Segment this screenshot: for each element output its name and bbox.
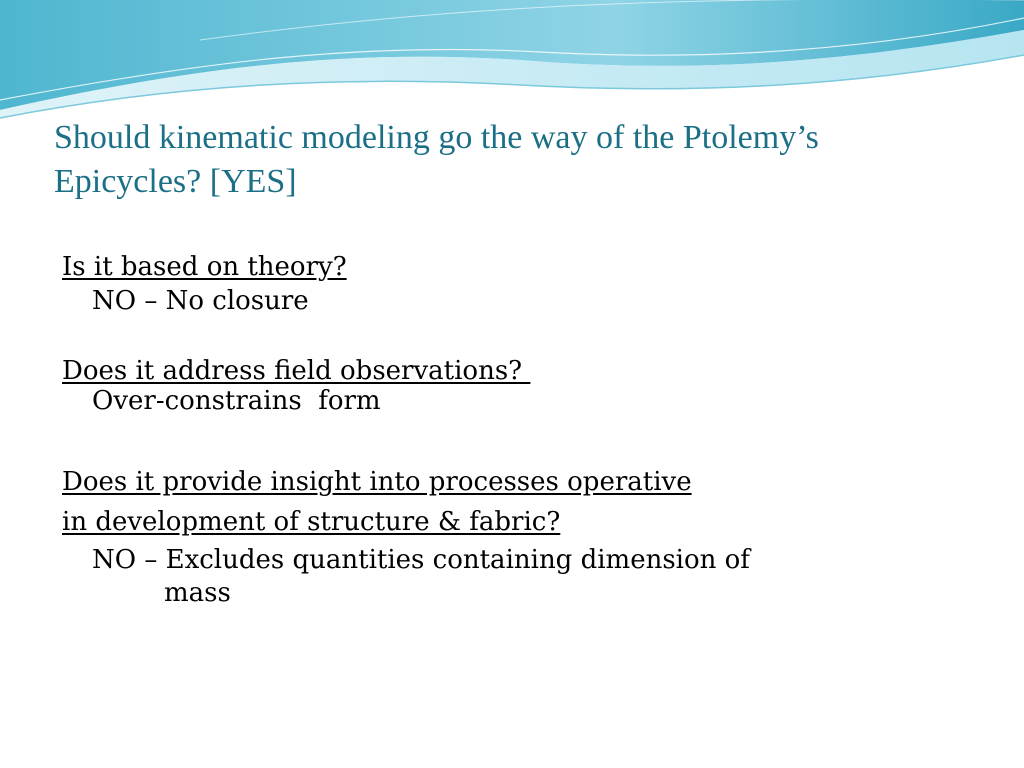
answer-theory: NO – No closure bbox=[92, 286, 309, 316]
slide-title bbox=[54, 116, 984, 204]
question-insight-line-2: in development of structure & fabric? bbox=[62, 507, 561, 537]
question-insight-line-1: Does it provide insight into processes operative bbox=[62, 467, 692, 497]
title-line-1: Should kinematic modeling go the way of the Ptolemy’s bbox=[54, 119, 819, 156]
slide-body bbox=[62, 250, 962, 608]
spacer bbox=[62, 318, 962, 356]
wave-header-decoration bbox=[0, 0, 1024, 130]
answer-field-observations: Over-constrains form bbox=[92, 386, 381, 416]
title-line-2: Epicycles? [YES] bbox=[54, 163, 297, 200]
spacer bbox=[62, 416, 962, 462]
question-theory: Is it based on theory? bbox=[62, 252, 347, 282]
answer-insight-line-2: mass bbox=[164, 578, 231, 608]
answer-insight-line-1: NO – Excludes quantities containing dimension of bbox=[92, 545, 750, 575]
question-field-observations: Does it address field observations? bbox=[62, 356, 531, 386]
